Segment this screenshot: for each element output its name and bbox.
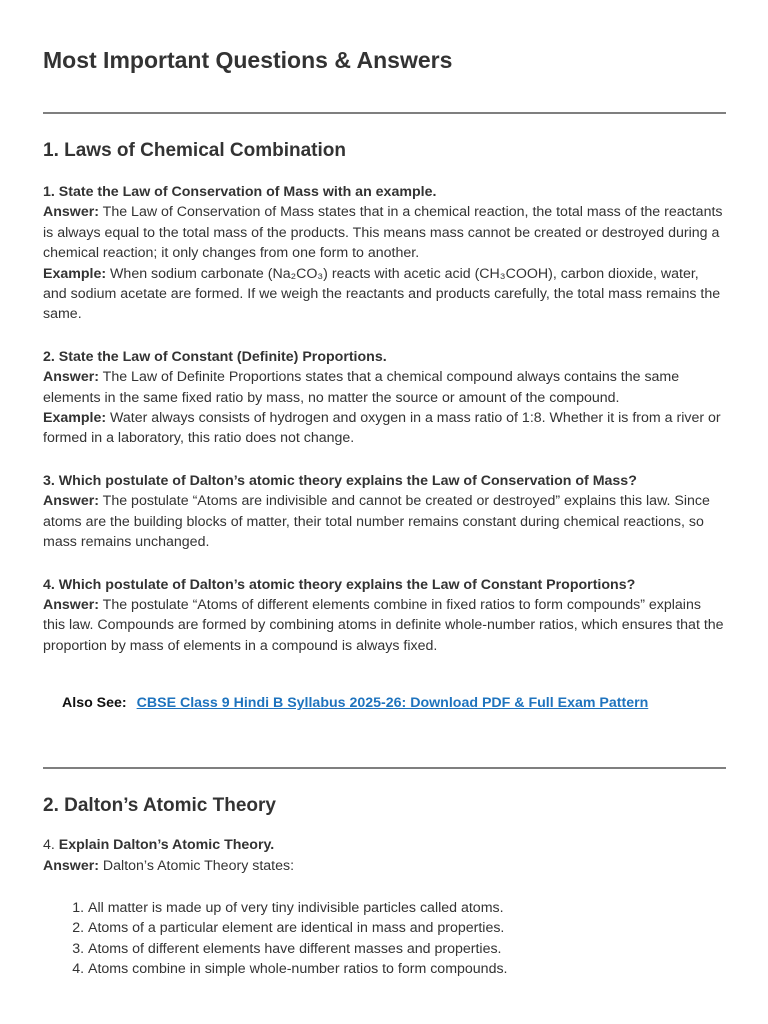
example-label: Example: — [43, 410, 107, 427]
section-heading-dalton: 2. Dalton’s Atomic Theory — [43, 795, 276, 817]
qa-block-1 — [43, 182, 726, 325]
also-see-label: Also See: — [62, 695, 127, 712]
answer-label: Answer: — [43, 596, 99, 613]
qa-block-2 — [43, 347, 726, 449]
dalton-points-list — [43, 898, 726, 980]
answer-paragraph — [43, 856, 726, 876]
list-item: 3. Atoms of different elements have different masses and properties. — [88, 939, 726, 959]
list-item: 1. All matter is made up of very tiny indivisible particles called atoms. — [88, 898, 726, 918]
answer-text: The postulate “Atoms are indivisible and cannot be created or destroyed” explains this law. Since atoms are the building blocks of matter, their total number remains constant during chemical reactions, so mass remains unchanged. — [43, 493, 710, 551]
answer-paragraph — [43, 367, 726, 408]
section-divider — [43, 767, 726, 769]
qa-block-4 — [43, 575, 726, 657]
question-text: 4. Which postulate of Dalton’s atomic theory explains the Law of Constant Proportions? — [43, 576, 636, 593]
example-text: Water always consists of hydrogen and oxygen in a mass ratio of 1:8. Whether it is from a river or formed in a laboratory, this ratio does not change. — [43, 410, 721, 447]
example-label: Example: — [43, 265, 107, 282]
answer-text: The Law of Definite Proportions states that a chemical compound always contains the same elements in the same fixed ratio by mass, no matter the source or amount of the compound. — [43, 369, 680, 406]
answer-paragraph — [43, 595, 726, 656]
question-text: 3. Which postulate of Dalton’s atomic theory explains the Law of Conservation of Mass? — [43, 472, 637, 489]
section-divider — [43, 112, 726, 114]
answer-label: Answer: — [43, 369, 99, 386]
answer-label: Answer: — [43, 204, 99, 221]
also-see-link[interactable]: CBSE Class 9 Hindi B Syllabus 2025-26: Download PDF & Full Exam Pattern — [136, 695, 649, 712]
page-title: Most Important Questions & Answers — [43, 47, 453, 73]
answer-label: Answer: — [43, 493, 99, 510]
question-paragraph — [43, 835, 726, 855]
qa-block-3 — [43, 471, 726, 553]
section-heading-laws: 1. Laws of Chemical Combination — [43, 140, 346, 161]
example-text: When sodium carbonate (Na₂CO₃) reacts with acetic acid (CH₃COOH), carbon dioxide, water, and sodium acetate are formed. If we weigh the reactants and products carefully, the total mass remains the same. — [43, 265, 721, 323]
answer-text: The postulate “Atoms of different elements combine in fixed ratios to form compounds” explains this law. Compounds are formed by combining atoms in definite whole-number ratios, which ensures that the proportion by mass of elements in a compound is always fixed. — [43, 596, 724, 654]
question-number: 4. — [43, 837, 59, 854]
list-item: 2. Atoms of a particular element are identical in mass and properties. — [88, 918, 726, 938]
answer-paragraph — [43, 202, 726, 263]
example-paragraph — [43, 408, 726, 449]
also-see-box — [43, 692, 726, 714]
answer-text: Dalton’s Atomic Theory states: — [98, 857, 295, 874]
answer-label: Answer: — [43, 857, 99, 874]
example-paragraph — [43, 264, 726, 325]
question-text: 2. State the Law of Constant (Definite) Proportions. — [43, 348, 387, 365]
question-text: 1. State the Law of Conservation of Mass with an example. — [43, 184, 437, 200]
answer-paragraph — [43, 491, 726, 552]
question-text: Explain Dalton’s Atomic Theory. — [58, 837, 275, 854]
answer-text: The Law of Conservation of Mass states that in a chemical reaction, the total mass of the reactants is always equal to the total mass of the products. This means mass cannot be created or destroyed during a chemical reaction; it only changes from one form to another. — [43, 204, 723, 262]
list-item: 4. Atoms combine in simple whole-number ratios to form compounds. — [88, 959, 726, 979]
qa-block-dalton — [43, 835, 726, 876]
